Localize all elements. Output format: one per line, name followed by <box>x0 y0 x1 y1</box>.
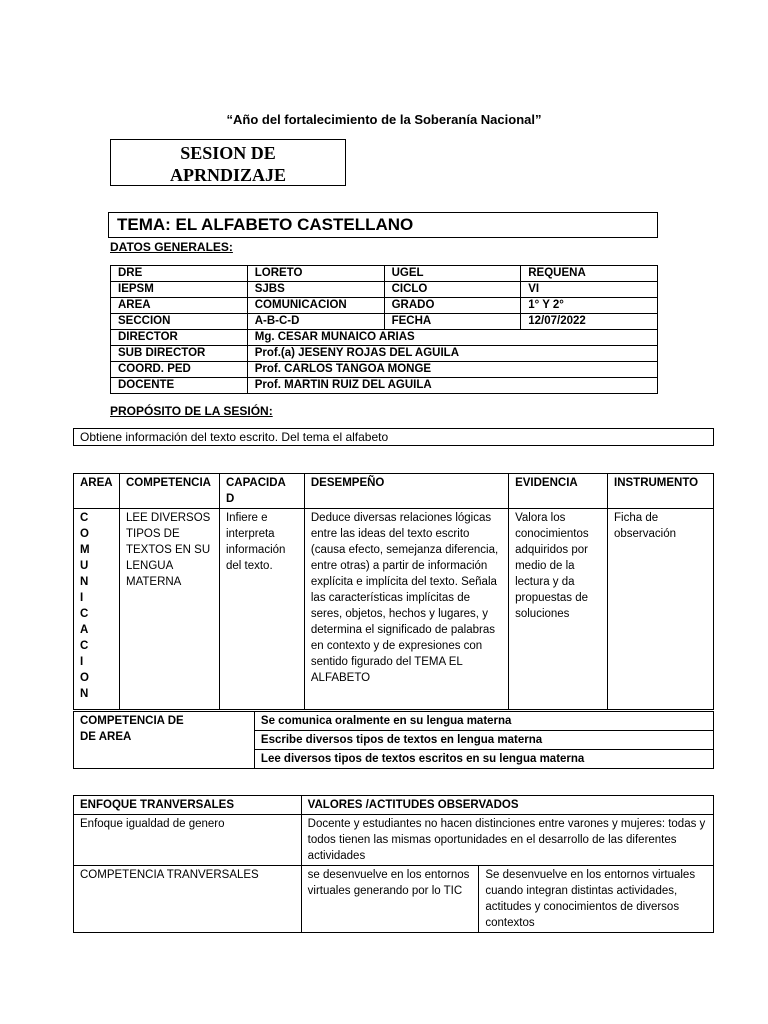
datos-cell: 1° Y 2° <box>521 298 658 314</box>
instrumento-cell: Ficha de observación <box>608 509 714 710</box>
datos-role: COORD. PED <box>111 362 248 378</box>
datos-row <box>111 330 658 346</box>
datos-cell: DRE <box>111 266 248 282</box>
area-vertical-text <box>74 509 120 710</box>
competencias-table <box>73 473 714 710</box>
motto: “Año del fortalecimiento de la Soberanía Nacional” <box>226 112 542 127</box>
datos-person: Prof.(a) JESENY ROJAS DEL AGUILA <box>247 346 657 362</box>
competencia-transversal-detalle: Se desenvuelve en los entornos virtuales cuando integran distintas actividades, actitudes y conocimientos de diversos contextos <box>479 866 714 933</box>
datos-person: Prof. CARLOS TANGOA MONGE <box>247 362 657 378</box>
area-letter: I <box>80 656 84 668</box>
area-letter: C <box>80 608 89 620</box>
header-capacidad-l2: D <box>225 493 235 505</box>
competencia-cell: LEE DIVERSOS TIPOS DE TEXTOS EN SU LENGUA MATERNA <box>119 509 219 710</box>
datos-cell: GRADO <box>384 298 521 314</box>
datos-cell: IEPSM <box>111 282 248 298</box>
datos-generales-table <box>110 265 658 394</box>
datos-cell: SECCION <box>111 314 248 330</box>
datos-cell: CICLO <box>384 282 521 298</box>
capacidad-cell: Infiere e interpreta información del texto. <box>219 509 304 710</box>
competencia-area-table <box>73 711 714 769</box>
proposito-text: Obtiene información del texto escrito. Del tema el alfabeto <box>73 428 714 446</box>
header-capacidad-l1: CAPACIDA <box>225 477 286 489</box>
datos-row <box>111 314 658 330</box>
datos-cell: A-B-C-D <box>247 314 384 330</box>
area-letter: M <box>80 544 90 556</box>
session-title-line2: APRNDIZAJE <box>169 165 286 185</box>
datos-role: SUB DIRECTOR <box>111 346 248 362</box>
datos-cell: 12/07/2022 <box>521 314 658 330</box>
header-competencia: COMPETENCIA <box>119 474 219 509</box>
area-competencia-item: Escribe diversos tipos de textos en lengua materna <box>254 731 713 750</box>
header-instrumento: INSTRUMENTO <box>608 474 714 509</box>
area-letter: C <box>80 512 89 524</box>
header-desempeno: DESEMPEÑO <box>304 474 508 509</box>
enfoques-table <box>73 795 714 933</box>
valores-header: VALORES /ACTITUDES OBSERVADOS <box>301 796 713 815</box>
evidencia-cell: Valora los conocimientos adquiridos por medio de la lectura y da propuestas de soluciones <box>509 509 608 710</box>
datos-person: Mg. CESAR MUNAICO ARIAS <box>247 330 657 346</box>
area-letter: N <box>80 576 89 588</box>
area-letter: O <box>80 528 89 540</box>
enfoque-igualdad-valores: Docente y estudiantes no hacen distinciones entre varones y mujeres: todas y todos tienen las mismas oportunidades en el desarrollo de las diferentes actividades <box>301 815 713 866</box>
datos-cell: LORETO <box>247 266 384 282</box>
datos-row <box>111 362 658 378</box>
datos-person: Prof. MARTIN RUIZ DEL AGUILA <box>247 378 657 394</box>
area-letter: O <box>80 672 89 684</box>
session-title-box <box>110 139 346 186</box>
datos-generales-label: DATOS GENERALES: <box>110 240 233 254</box>
datos-cell: REQUENA <box>521 266 658 282</box>
enfoque-igualdad: Enfoque igualdad de genero <box>74 815 302 866</box>
proposito-label: PROPÓSITO DE LA SESIÓN: <box>110 404 273 418</box>
area-letter: C <box>80 640 89 652</box>
competencia-area-label: COMPETENCIA DE DE AREA <box>74 712 255 769</box>
header-capacidad <box>219 474 304 509</box>
enfoques-header: ENFOQUE TRANVERSALES <box>74 796 302 815</box>
area-letter: A <box>80 624 89 636</box>
datos-row <box>111 378 658 394</box>
datos-row <box>111 346 658 362</box>
desempeno-cell: Deduce diversas relaciones lógicas entre las ideas del texto escrito (causa efecto, semejanza diferencia, entre otras) a partir de información explícita e implícita del texto. Señala las características implícitas de seres, objetos, hechos y lugares, y determina el significado de palabras en contexto y de expresiones con sentido figurado del TEMA EL ALFABETO <box>304 509 508 710</box>
session-title-line1: SESION DE <box>180 143 276 163</box>
area-competencia-item: Se comunica oralmente en su lengua materna <box>254 712 713 731</box>
datos-role: DOCENTE <box>111 378 248 394</box>
datos-row <box>111 298 658 314</box>
competencia-transversal-tic: se desenvuelve en los entornos virtuales generando por lo TIC <box>301 866 479 933</box>
datos-cell: UGEL <box>384 266 521 282</box>
datos-row <box>111 282 658 298</box>
datos-cell: COMUNICACION <box>247 298 384 314</box>
datos-cell: SJBS <box>247 282 384 298</box>
area-competencia-item: Lee diversos tipos de textos escritos en su lengua materna <box>254 750 713 769</box>
datos-cell: AREA <box>111 298 248 314</box>
area-letter: N <box>80 688 89 700</box>
header-evidencia: EVIDENCIA <box>509 474 608 509</box>
datos-cell: FECHA <box>384 314 521 330</box>
competencia-transversales: COMPETENCIA TRANVERSALES <box>74 866 302 933</box>
area-letter: U <box>80 560 89 572</box>
area-letter: I <box>80 592 84 604</box>
tema-title: TEMA: EL ALFABETO CASTELLANO <box>108 212 658 238</box>
datos-row <box>111 266 658 282</box>
datos-cell: VI <box>521 282 658 298</box>
header-area: AREA <box>74 474 120 509</box>
datos-role: DIRECTOR <box>111 330 248 346</box>
